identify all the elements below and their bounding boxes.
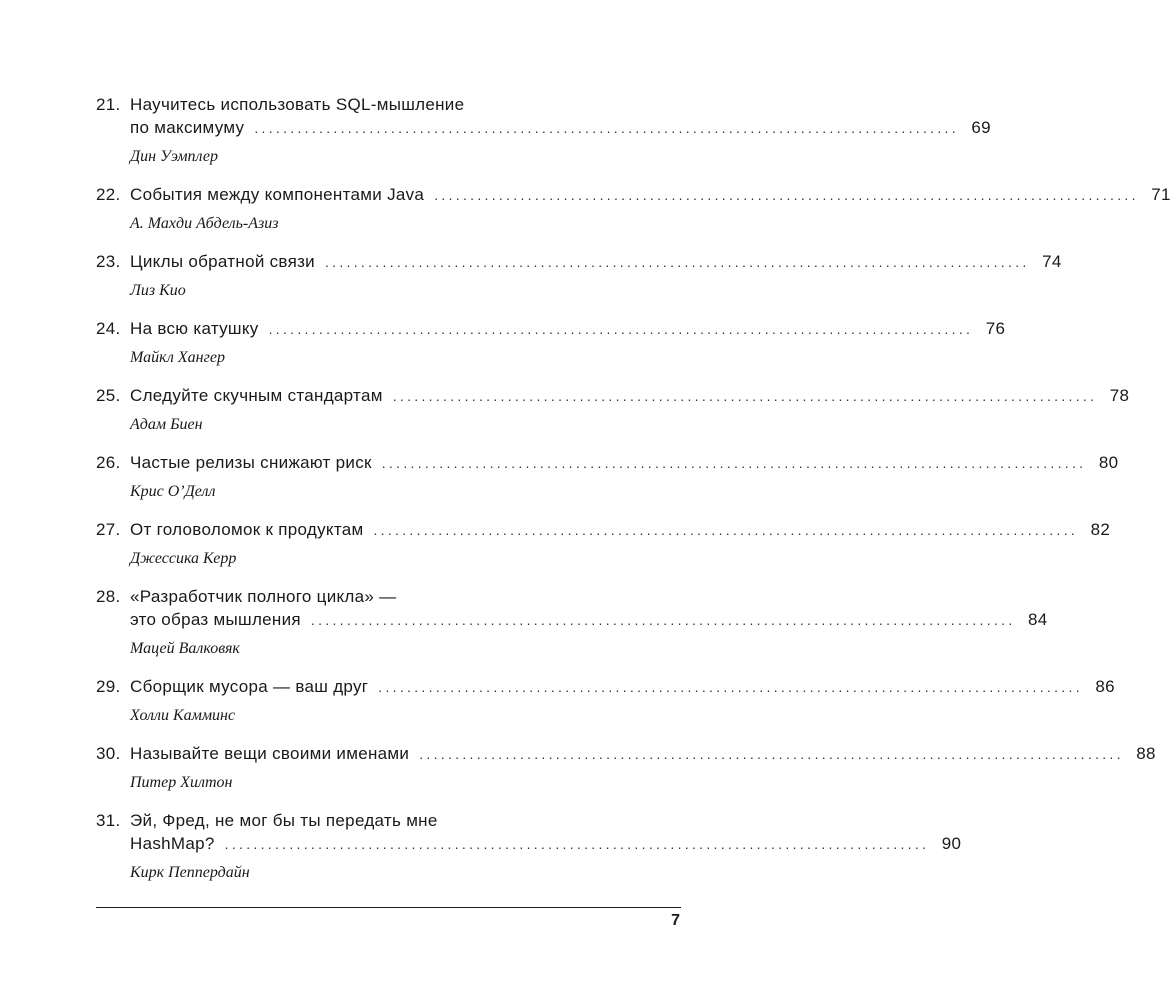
toc-entry-author: Дин Уэмплер bbox=[130, 148, 219, 165]
dot-leader: .................................................................................................. bbox=[310, 612, 1016, 628]
toc-entry-author: Джессика Керр bbox=[130, 550, 237, 567]
toc-entry-title-line bbox=[96, 811, 681, 834]
dot-leader: .................................................................................................. bbox=[268, 321, 974, 337]
toc-entry-title-continued: по максимуму bbox=[130, 118, 245, 137]
toc-entry-title-line bbox=[96, 520, 1111, 543]
footer-rule bbox=[96, 907, 681, 908]
toc-entry-number: 22. bbox=[96, 185, 121, 204]
toc-entry-author: Кирк Пеппердайн bbox=[130, 864, 250, 881]
toc-entry-title-line bbox=[96, 185, 1171, 208]
toc-entry[interactable] bbox=[96, 744, 1156, 794]
toc-entry-title-line bbox=[96, 95, 681, 118]
toc-entry-page: 80 bbox=[1098, 453, 1119, 472]
toc-entry[interactable] bbox=[96, 453, 1119, 503]
toc-entry-title-continued: это образ мышления bbox=[130, 610, 301, 629]
toc-entry-number: 24. bbox=[96, 319, 121, 338]
toc-entry-page: 90 bbox=[941, 834, 962, 853]
toc-entry-author: Крис О’Делл bbox=[130, 483, 216, 500]
toc-entry-title: Следуйте скучным стандартам bbox=[130, 386, 383, 405]
toc-entry-author: Адам Биен bbox=[130, 416, 203, 433]
toc-entry[interactable] bbox=[96, 252, 1062, 302]
dot-leader: .................................................................................................. bbox=[381, 455, 1087, 471]
toc-entry-page: 76 bbox=[985, 319, 1006, 338]
toc-entry-title: На всю катушку bbox=[130, 319, 259, 338]
toc-entry-number: 25. bbox=[96, 386, 121, 405]
toc-entry-number: 31. bbox=[96, 811, 121, 830]
toc-entry-page: 74 bbox=[1042, 252, 1062, 271]
toc-entry[interactable] bbox=[96, 811, 962, 884]
toc-entry-number: 27. bbox=[96, 520, 121, 539]
toc-entry-page: 86 bbox=[1095, 677, 1115, 696]
toc-entry-author: Лиз Кио bbox=[130, 282, 186, 299]
toc-entry-title: Циклы обратной связи bbox=[130, 252, 315, 271]
dot-leader: .................................................................................................. bbox=[224, 836, 930, 852]
toc-entry-title-line bbox=[96, 118, 991, 141]
toc-entry-author: Холли Камминс bbox=[130, 707, 236, 724]
toc-entry-title-line bbox=[96, 610, 1048, 633]
toc-entry-title-line bbox=[96, 386, 1130, 409]
toc-entry-page: 69 bbox=[971, 118, 991, 137]
dot-leader: .................................................................................................. bbox=[434, 187, 1139, 203]
toc-entry-title: Сборщик мусора — ваш друг bbox=[130, 677, 369, 696]
toc-entry-title-line bbox=[96, 677, 1115, 700]
dot-leader: .................................................................................................. bbox=[254, 120, 959, 136]
dot-leader: .................................................................................................. bbox=[378, 679, 1083, 695]
dot-leader: .................................................................................................. bbox=[373, 522, 1079, 538]
toc-entry-title-line bbox=[96, 453, 1119, 476]
toc-entry-title-line bbox=[96, 744, 1156, 767]
toc-entry-title: События между компонентами Java bbox=[130, 185, 425, 204]
toc-entry[interactable] bbox=[96, 587, 1048, 660]
toc-entry[interactable] bbox=[96, 185, 1171, 235]
toc-entry-title: «Разработчик полного цикла» — bbox=[130, 587, 397, 606]
toc-entry-page: 78 bbox=[1109, 386, 1130, 405]
toc-entry-number: 26. bbox=[96, 453, 121, 472]
toc-entry-author: Мацей Валковяк bbox=[130, 640, 240, 657]
toc-entry-title-line bbox=[96, 587, 681, 610]
toc-entry-page: 84 bbox=[1028, 610, 1048, 629]
toc-entry-page: 82 bbox=[1090, 520, 1111, 539]
toc-entry-title: Называйте вещи своими именами bbox=[130, 744, 410, 763]
toc-entry[interactable] bbox=[96, 677, 1115, 727]
toc-entry-author: Майкл Хангер bbox=[130, 349, 225, 366]
toc-entry-title-line bbox=[96, 319, 1006, 342]
toc-entry-number: 30. bbox=[96, 744, 121, 763]
toc-entry-title: Частые релизы снижают риск bbox=[130, 453, 372, 472]
toc-entry-page: 71 bbox=[1151, 185, 1171, 204]
dot-leader: .................................................................................................. bbox=[392, 388, 1098, 404]
toc-entry-title-continued: HashMap? bbox=[130, 834, 215, 853]
toc-entry[interactable] bbox=[96, 386, 1130, 436]
toc-entry[interactable] bbox=[96, 520, 1111, 570]
toc-entry-title: Эй, Фред, не мог бы ты передать мне bbox=[130, 811, 438, 830]
toc-entry-page: 88 bbox=[1136, 744, 1156, 763]
dot-leader: .................................................................................................. bbox=[324, 254, 1030, 270]
toc-entry-number: 21. bbox=[96, 95, 121, 114]
page-number: 7 bbox=[671, 912, 680, 929]
toc-entry-title-line bbox=[96, 252, 1062, 275]
toc-entry-author: А. Махди Абдель-Азиз bbox=[130, 215, 279, 232]
toc-entry-title-line bbox=[96, 834, 962, 857]
toc-entry[interactable] bbox=[96, 95, 991, 168]
toc-entry-number: 23. bbox=[96, 252, 121, 271]
toc-entry-title: От головоломок к продуктам bbox=[130, 520, 364, 539]
toc-entry-number: 28. bbox=[96, 587, 121, 606]
dot-leader: .................................................................................................. bbox=[419, 746, 1124, 762]
toc-entry-author: Питер Хилтон bbox=[130, 774, 233, 791]
table-of-contents bbox=[96, 95, 1171, 884]
toc-entry[interactable] bbox=[96, 319, 1006, 369]
toc-entry-title: Научитесь использовать SQL-мышление bbox=[130, 95, 465, 114]
toc-entry-number: 29. bbox=[96, 677, 121, 696]
